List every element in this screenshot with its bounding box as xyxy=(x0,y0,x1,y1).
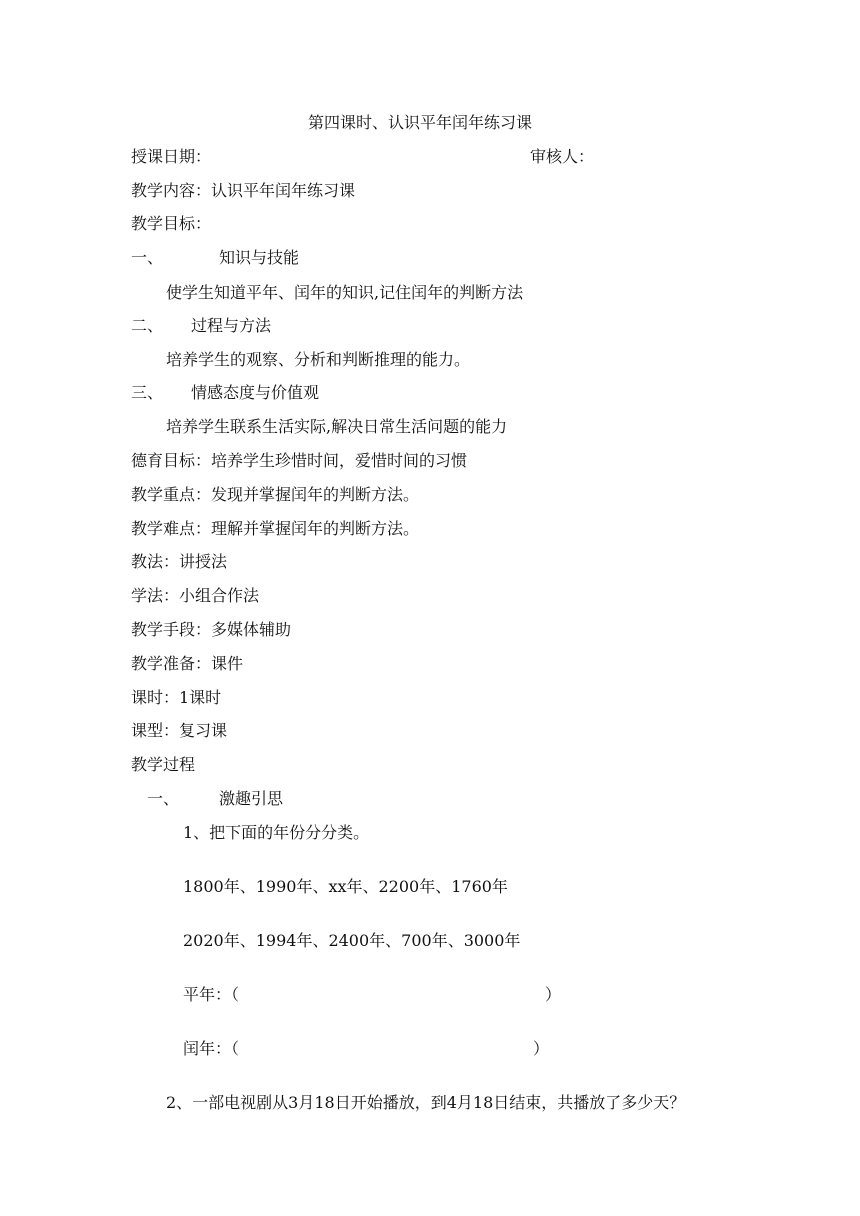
class-hours: 课时：1课时 xyxy=(131,688,222,707)
study-method: 学法：小组合作法 xyxy=(131,586,260,605)
years-row-1: 1800年、1990年、xx年、2200年、1760年 xyxy=(183,877,508,896)
leap-year-label: 闰年：（ xyxy=(183,1039,240,1058)
difficulty: 教学难点：理解并掌握闰年的判断方法。 xyxy=(131,519,420,538)
date-label: 授课日期： xyxy=(131,147,212,166)
section1-title: 激趣引思 xyxy=(219,789,284,808)
reviewer-label: 审核人： xyxy=(530,147,595,166)
leap-year-close: ） xyxy=(533,1039,550,1058)
years-row-2: 2020年、1994年、2400年、700年、3000年 xyxy=(183,931,521,950)
teaching-method: 教法：讲授法 xyxy=(131,552,228,571)
goal2-title: 过程与方法 xyxy=(191,316,272,335)
goals-label: 教学目标： xyxy=(131,214,212,233)
lesson-type: 课型：复习课 xyxy=(131,721,228,740)
goal3-text: 培养学生联系生活实际,解决日常生活问题的能力 xyxy=(166,417,508,436)
key-point: 教学重点：发现并掌握闰年的判断方法。 xyxy=(131,485,420,504)
goal1-number: 一、 xyxy=(131,248,164,267)
document-title: 第四课时、认识平年闰年练习课 xyxy=(308,113,533,132)
goal2-number: 二、 xyxy=(131,316,164,335)
process-label: 教学过程 xyxy=(131,755,196,774)
teaching-prep: 教学准备：课件 xyxy=(131,654,244,673)
common-year-label: 平年：（ xyxy=(183,985,240,1004)
question-1: 1、把下面的年份分分类。 xyxy=(183,823,370,842)
moral-goal: 德育目标：培养学生珍惜时间，爱惜时间的习惯 xyxy=(131,451,468,470)
goal3-number: 三、 xyxy=(131,383,164,402)
teaching-means: 教学手段：多媒体辅助 xyxy=(131,620,292,639)
goal1-title: 知识与技能 xyxy=(219,248,300,267)
teaching-content: 教学内容：认识平年闰年练习课 xyxy=(131,181,356,200)
goal3-title: 情感态度与价值观 xyxy=(191,383,320,402)
goal2-text: 培养学生的观察、分析和判断推理的能力。 xyxy=(166,350,471,369)
question-2: 2、一部电视剧从3月18日开始播放，到4月18日结束，共播放了多少天？ xyxy=(166,1093,686,1112)
section1-number: 一、 xyxy=(147,789,180,808)
goal1-text: 使学生知道平年、闰年的知识,记住闰年的判断方法 xyxy=(166,283,524,302)
common-year-close: ） xyxy=(545,985,562,1004)
